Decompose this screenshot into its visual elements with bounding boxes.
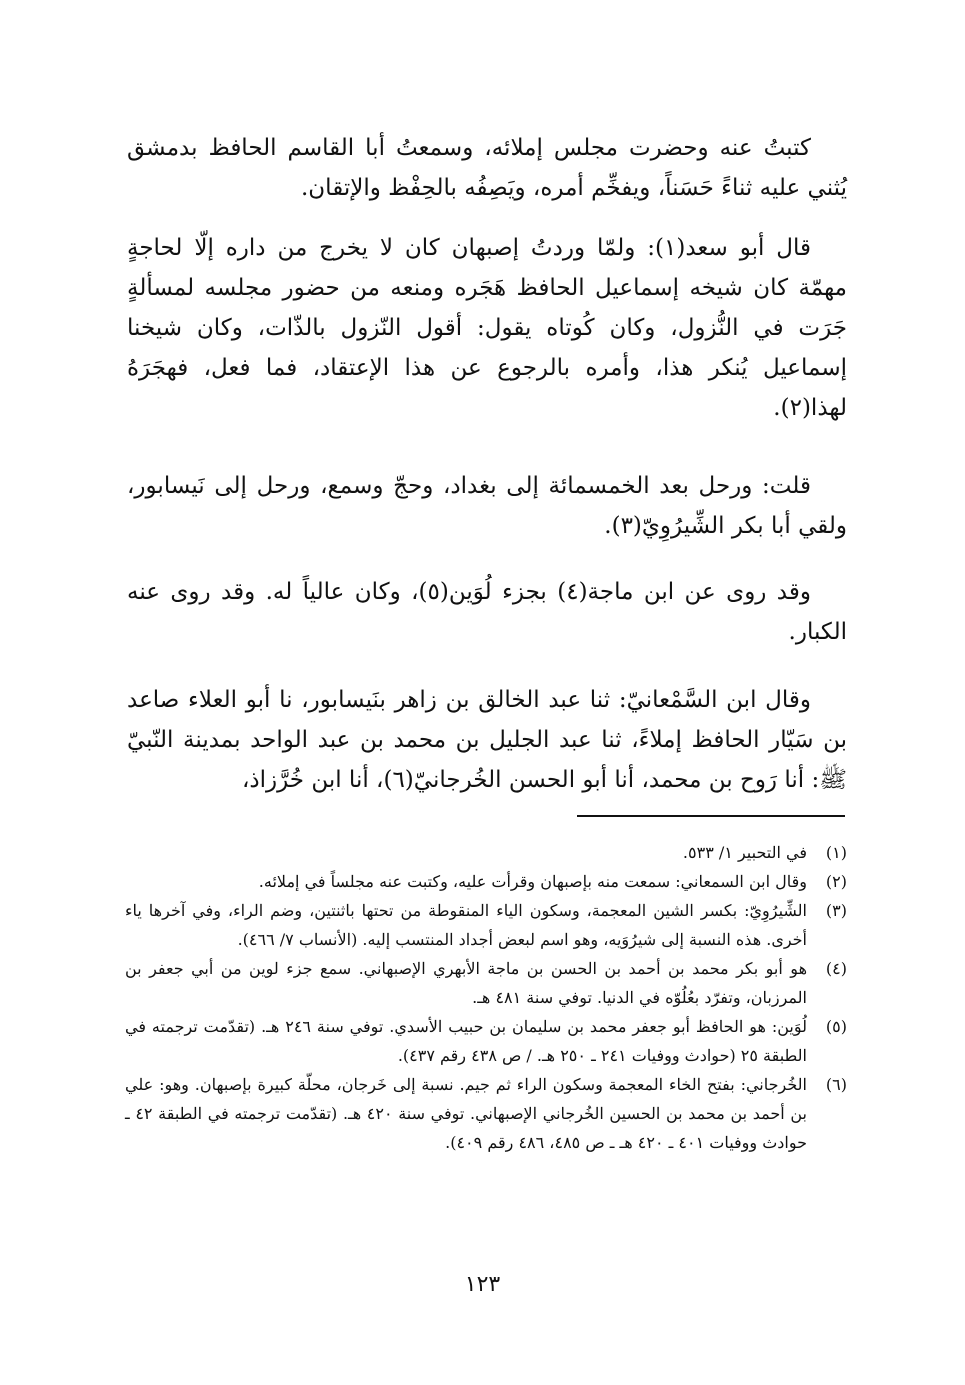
- footnote-number: (٣): [825, 901, 847, 920]
- footnote-number: (٥): [825, 1017, 847, 1036]
- paragraph-text: قلت: ورحل بعد الخمسمائة إلى بغداد، وحجّ وسمع، ورحل إلى نَيسابور، ولقي أبا بكر الشِّيرُوِيّ(٣).: [127, 473, 847, 539]
- main-paragraph-2: [127, 228, 847, 428]
- footnote-number: (١): [825, 843, 847, 862]
- footnote-5: [125, 1012, 847, 1070]
- main-paragraph-3: [127, 466, 847, 546]
- footnote-3: [125, 896, 847, 954]
- paragraph-text: كتبتُ عنه وحضرت مجلس إملائه، وسمعتُ أبا القاسم الحافظ بدمشق يُثني عليه ثناءً حَسَناً، ويفخِّم أمره، ويَصِفُه بالحِفْظ والإتقان.: [127, 135, 847, 201]
- footnotes-section: [125, 838, 847, 1157]
- paragraph-text: وقد روى عن ابن ماجة(٤) بجزء لُوَين(٥)، وكان عالياً له. وقد روى عنه الكبار.: [127, 579, 847, 645]
- footnote-6: [125, 1070, 847, 1157]
- footnote-4: [125, 954, 847, 1012]
- footnote-text: هو أبو بكر محمد بن أحمد بن الحسن بن ماجة الأبهري الإصبهاني. سمع جزء لوين من أبي جعفر بن المرزبان، وتفرّد بعُلُوّه في الدنيا. توفي سنة ٤٨١ هـ.: [125, 959, 807, 1007]
- paragraph-text: وقال ابن السَّمْعانيّ: ثنا عبد الخالق بن زاهر بنَيسابور، نا أبو العلاء صاعد بن سَيّار الحافظ إملاءً، ثنا عبد الجليل بن محمد بن عبد الواحد بمدينة النّبيّ ﷺ: أنا رَوح بن محمد، أنا أبو الحسن الخُرجانيّ(٦)، أنا ابن خُرَّزاذ،: [127, 687, 847, 793]
- footnote-number: (٤): [825, 959, 847, 978]
- footnote-text: لُوَين: هو الحافظ أبو جعفر محمد بن سليمان بن حبيب الأسدي. توفي سنة ٢٤٦ هـ. (تقدّمت ترجمته في الطبقة ٢٥ (حوادث ووفيات ٢٤١ ـ ٢٥٠ هـ. / ص ٤٣٨ رقم ٤٣٧).: [125, 1017, 807, 1065]
- paragraph-text: قال أبو سعد(١): ولمّا وردتُ إصبهان كان لا يخرج من داره إلّا لحاجةٍ مهمّة كان شيخه إسماعيل الحافظ هَجَره ومنعه من حضور مجلسه لمسألةٍ جَرَت في النُّزول، وكان كُوتاه يقول: أقول النّزول بالذّات، وكان شيخنا إسماعيل يُنكر هذا، وأمره بالرجوع عن هذا الإعتقاد، فما فعل، فهجَرَهُ لهذا(٢).: [127, 235, 847, 421]
- footnote-text: الخُرجاني: بفتح الخاء المعجمة وسكون الراء ثم جيم. نسبة إلى خَرجان، محلّة كبيرة بإصبهان. وهو: علي بن أحمد بن محمد بن الحسين الخُرجاني الإصبهاني. توفي سنة ٤٢٠ هـ. (تقدّمت ترجمته في الطبقة ٤٢ ـ حوادث ووفيات ٤٠١ ـ ٤٢٠ هـ ـ ص ٤٨٥، ٤٨٦ رقم ٤٠٩).: [125, 1075, 807, 1152]
- footnote-text: وقال ابن السمعاني: سمعت منه بإصبهان وقرأت عليه، وكتبت عنه مجلساً في إملائه.: [258, 872, 807, 891]
- footnote-divider: [577, 815, 845, 817]
- footnote-1: [125, 838, 847, 867]
- footnote-number: (٦): [825, 1075, 847, 1094]
- footnote-text: الشِّيرُوِيّ: بكسر الشين المعجمة، وسكون الياء المنقوطة من تحتها باثنتين، وضم الراء، وفي آخرها ياء أخرى. هذه النسبة إلى شيرُوَيه، وهو اسم لبعض أجداد المنتسب إليه. (الأنساب ٧/ ٤٦٦).: [125, 901, 807, 949]
- footnote-number: (٢): [825, 872, 847, 891]
- footnote-text: في التحبير ١/ ٥٣٣.: [682, 843, 807, 862]
- page-number: ١٢٣: [464, 1272, 501, 1297]
- footnote-2: [125, 867, 847, 896]
- main-paragraph-4: [127, 572, 847, 652]
- main-paragraph-5: [127, 680, 847, 800]
- main-paragraph-1: [127, 128, 847, 208]
